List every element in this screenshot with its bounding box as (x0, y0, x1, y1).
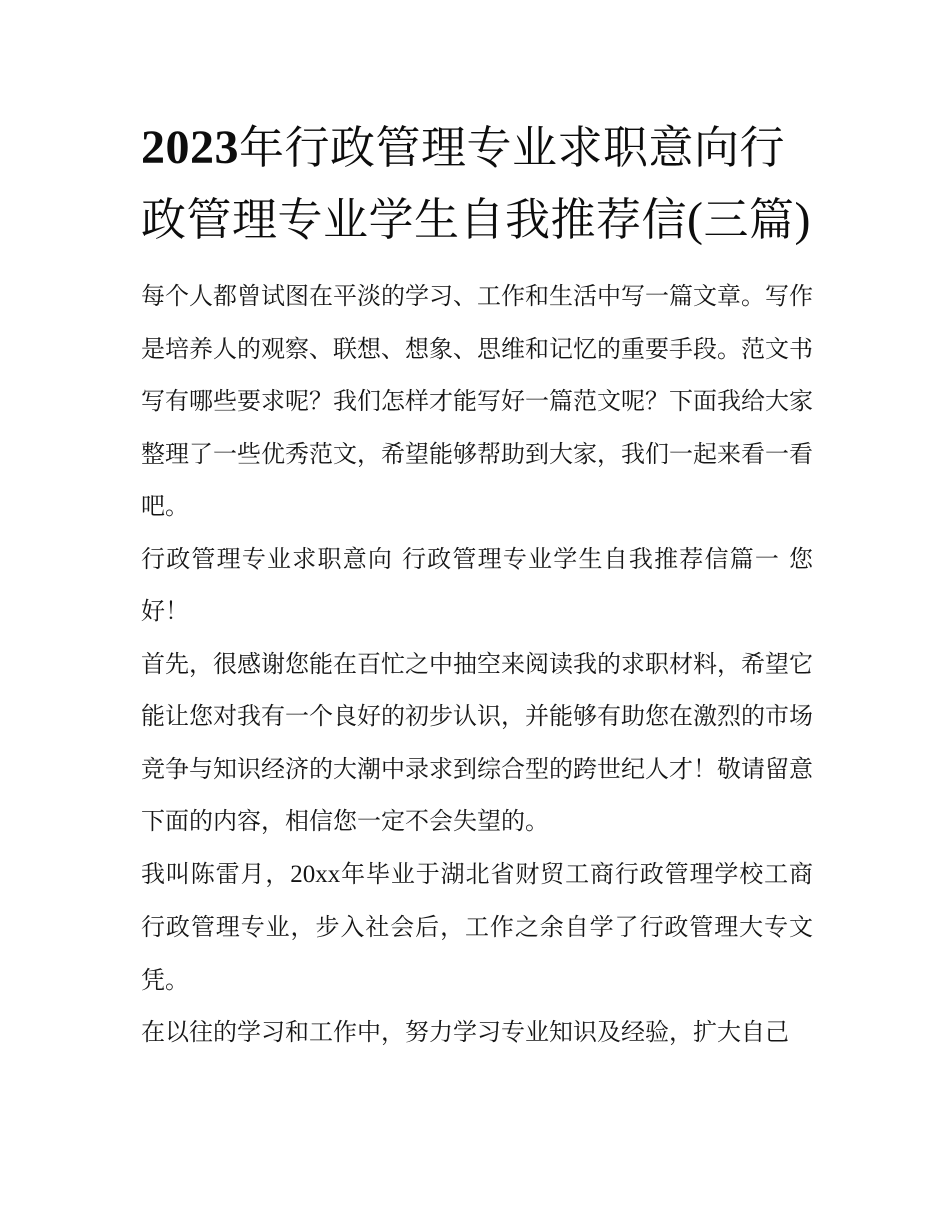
letter-heading-greeting: 行政管理专业求职意向 行政管理专业学生自我推荐信篇一 您好！ (141, 544, 813, 625)
document-body (141, 112, 813, 1059)
experience-paragraph: 在以往的学习和工作中，努力学习专业知识及经验，扩大自己 (141, 1018, 789, 1046)
self-intro-before: 我叫陈雷月， (141, 859, 291, 888)
title-open-paren: ( (687, 193, 704, 246)
self-intro-paragraph (141, 848, 813, 1007)
title-line3-text: 三篇 (703, 193, 795, 246)
self-intro-year: 20xx (290, 860, 341, 888)
title-close-paren: ) (794, 193, 811, 246)
title-line1-text: 年行政管理专业求职意向 (239, 121, 740, 174)
title-year: 2023 (141, 121, 239, 174)
intro-paragraph: 每个人都曾试图在平淡的学习、工作和生活中写一篇文章。写作是培养人的观察、联想、想象、思维和记忆的重要手段。范文书写有哪些要求呢？我们怎样才能写好一篇范文呢？下面我给大家整理了一些优秀范文，希望能够帮助到大家，我们一起来看一看吧。 (141, 282, 813, 520)
self-intro-after: 年毕业于湖北省财贸工商行政管理学校工商行政管理专业，步入社会后，工作之余自学了行政管理大专文凭。 (141, 859, 813, 994)
title-line2-text: 行政管理专业学生自我推荐信 (141, 121, 786, 246)
first-paragraph: 首先，很感谢您能在百忙之中抽空来阅读我的求职材料，希望它能让您对我有一个良好的初步认识，并能够有助您在激烈的市场竞争与知识经济的大潮中录求到综合型的跨世纪人才！敬请留意下面的内容，相信您一定不会失望的。 (141, 649, 813, 835)
document-title (141, 112, 813, 256)
